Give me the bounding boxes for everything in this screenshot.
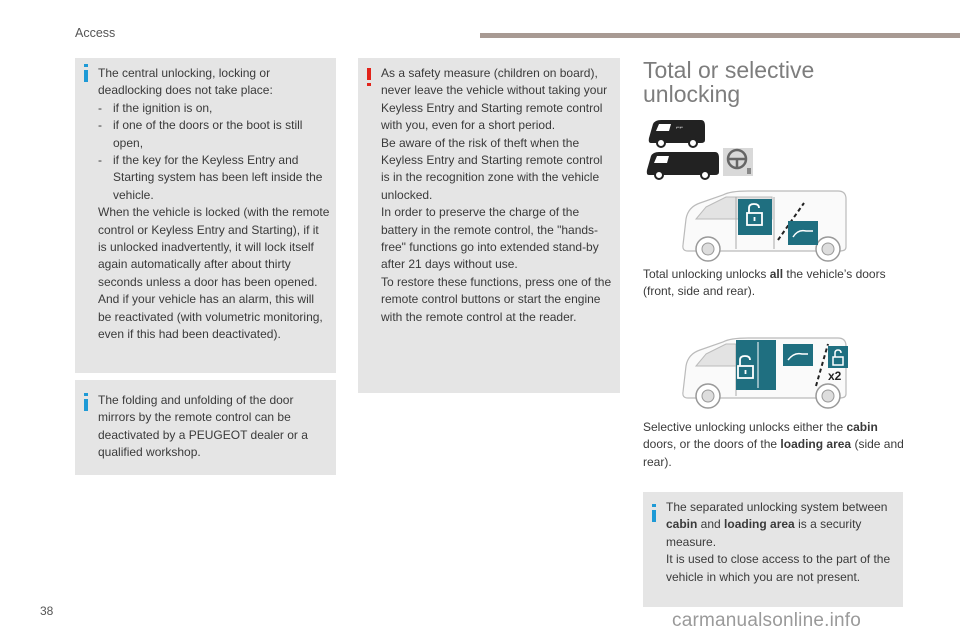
text-bold: cabin xyxy=(666,517,698,532)
watermark: carmanualsonline.info xyxy=(672,610,862,631)
list-item-text: if one of the doors or the boot is still open, xyxy=(113,118,303,150)
text-run: The separated unlocking system between xyxy=(666,500,888,514)
list-item-text: if the ignition is on, xyxy=(113,100,213,115)
info-icon xyxy=(652,504,656,522)
text-run: and xyxy=(697,517,725,532)
paragraph: To restore these functions, press one of the remote control buttons or start the engine with the remote control at the reader. xyxy=(381,274,612,324)
title-line: Total or selective xyxy=(643,57,815,83)
section-header: Access xyxy=(75,26,116,40)
info-box-central-locking xyxy=(75,58,336,373)
loading-panel xyxy=(783,344,813,366)
selective-unlocking-text xyxy=(643,419,905,471)
long-van-icon xyxy=(647,152,719,179)
x2-label: x2 xyxy=(828,369,842,383)
paragraph: It is used to close access to the part of the vehicle in which you are not present. xyxy=(666,552,891,584)
list-item: - if the key for the Keyless Entry and Starting system has been left inside the vehicle. xyxy=(98,152,330,204)
paragraph: The central unlocking, locking or deadlocking does not take place: xyxy=(98,66,273,98)
text-bold: cabin xyxy=(846,420,878,434)
text-run: Selective unlocking unlocks either the xyxy=(643,420,847,434)
paragraph xyxy=(666,499,897,551)
steering-wheel-icon xyxy=(723,148,753,176)
paragraph: Be aware of the risk of theft when the Keyless Entry and Starting remote control is in the recognition zone with the vehicle unlocked. xyxy=(381,135,603,202)
paragraph: As a safety measure (children on board), never leave the vehicle without taking your Keyless Entry and Starting remote control with you, even for a short period. xyxy=(381,66,608,133)
list-item: - if the ignition is on, xyxy=(98,100,330,117)
text-bold: loading area xyxy=(724,517,795,532)
list-item: - if one of the doors or the boot is still open, xyxy=(98,117,330,152)
warning-icon xyxy=(367,68,371,86)
title-line: unlocking xyxy=(643,81,741,107)
paragraph: When the vehicle is locked (with the remote control or Keyless Entry and Starting), if it is unlocked inadvertently, it will lock itself again automatically after about thirty seconds unless a door has been opened. xyxy=(98,205,330,289)
page-number: 38 xyxy=(40,604,54,618)
text-bold: loading area xyxy=(780,437,852,452)
page-title xyxy=(643,58,814,106)
text-run: (side and rear). xyxy=(643,437,904,469)
cabin-panel xyxy=(736,340,776,390)
info-box-door-mirrors xyxy=(75,380,336,475)
vehicle-types-icon xyxy=(643,116,758,180)
text-bold: all xyxy=(769,267,784,281)
info-icon xyxy=(84,64,88,82)
paragraph: In order to preserve the charge of the battery in the remote control, the "hands-free" functions go into extended stand-by after 21 days without use. xyxy=(381,205,599,272)
svg-text:⌐⌐: ⌐⌐ xyxy=(676,125,684,131)
info-text xyxy=(98,65,330,344)
text-run: Total unlocking unlocks xyxy=(643,267,770,281)
text-run: is a security measure. xyxy=(666,517,862,549)
small-van-icon xyxy=(649,120,705,147)
info-box-separated-unlocking xyxy=(643,492,903,607)
warning-box xyxy=(358,58,620,393)
total-unlocking-text xyxy=(643,266,905,301)
text-run: the vehicle’s doors (front, side and rear). xyxy=(643,267,886,299)
info-text xyxy=(666,499,897,586)
tailgate-panel xyxy=(788,221,818,245)
van-selective-unlock-illustration xyxy=(678,330,853,415)
warning-text xyxy=(381,65,614,326)
paragraph: And if your vehicle has an alarm, this will be reactivated (with volumetric monitoring, even if this had been deactivated). xyxy=(98,292,323,342)
text-run: doors, or the doors of the xyxy=(643,437,781,452)
van-total-unlock-illustration xyxy=(678,185,853,265)
header-bar xyxy=(480,33,960,38)
paragraph: The folding and unfolding of the door mirrors by the remote control can be deactivated by a PEUGEOT dealer or a qualified workshop. xyxy=(98,393,308,460)
info-icon xyxy=(84,393,88,411)
info-text xyxy=(98,392,330,462)
list-item-text: if the key for the Keyless Entry and Starting system has been left inside the vehicle. xyxy=(113,153,323,202)
